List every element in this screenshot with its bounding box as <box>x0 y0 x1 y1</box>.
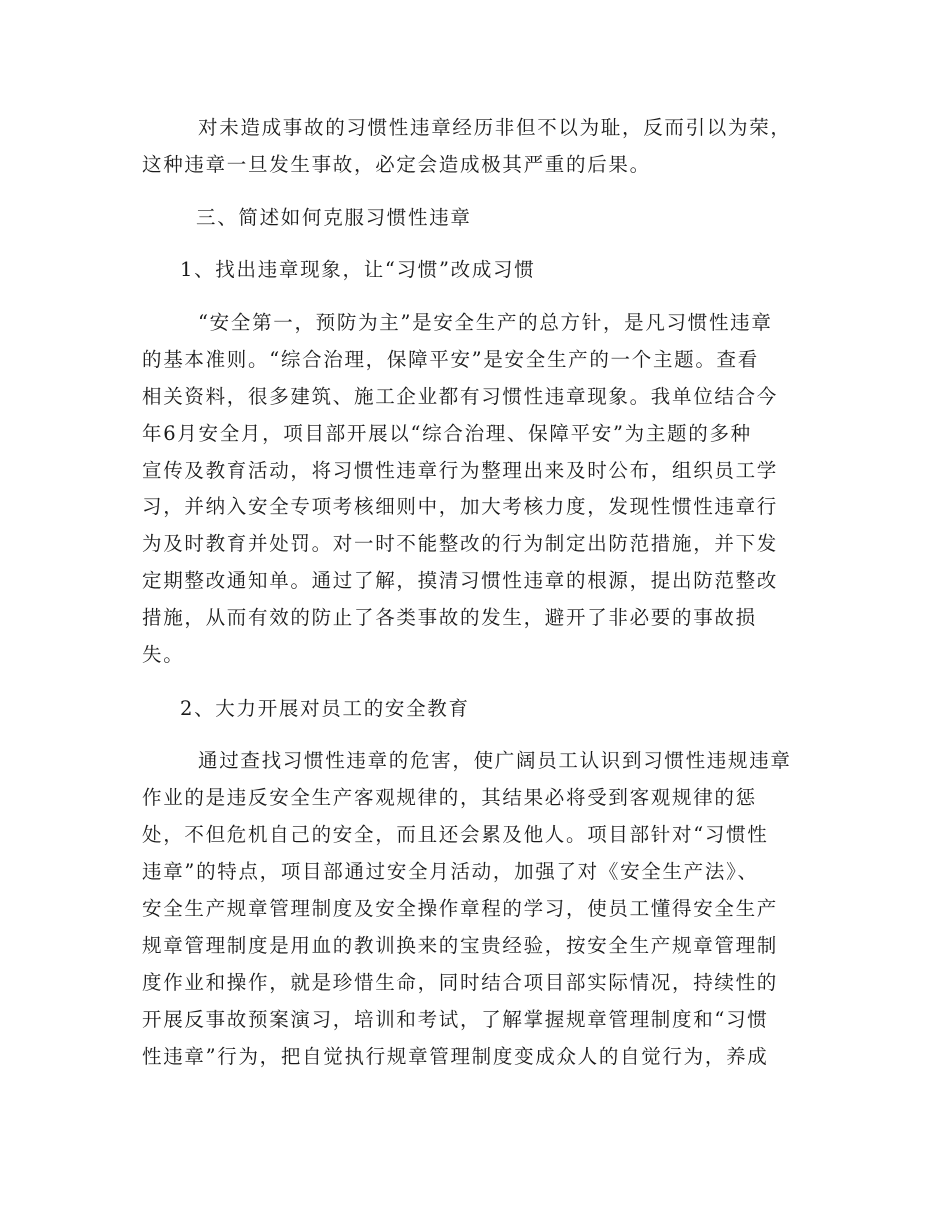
paragraph-line: 性违章”行为，把自觉执行规章管理制度变成众人的自觉行为，养成 <box>142 1045 769 1068</box>
paragraph-line: 开展反事故预案演习，培训和考试，了解掌握规章管理制度和“习惯 <box>142 1008 769 1031</box>
paragraph-line: 定期整改通知单。通过了解，摸清习惯性违章的根源，提出防范整改 <box>142 569 779 592</box>
section-heading: 三、简述如何克服习惯性违章 <box>196 206 472 229</box>
paragraph-line: 对未造成事故的习惯性违章经历非但不以为耻，反而引以为荣， <box>198 116 792 139</box>
subsection-2-title: 2、大力开展对员工的安全教育 <box>180 697 470 720</box>
paragraph-line: 失。 <box>142 643 185 666</box>
paragraph-line: 作业的是违反安全生产客观规律的，其结果必将受到客观规律的惩 <box>142 786 757 809</box>
paragraph-line: 措施，从而有效的防止了各类事故的发生，避开了非必要的事故损 <box>142 606 757 629</box>
paragraph-line: 处，不但危机自己的安全，而且还会累及他人。项目部针对“习惯性 <box>142 823 769 846</box>
paragraph-line: 规章管理制度是用血的教训换来的宝贵经验，按安全生产规章管理制 <box>142 934 779 957</box>
paragraph-line: 安全生产规章管理制度及安全操作章程的学习，使员工懂得安全生产 <box>142 897 779 920</box>
paragraph-line: “安全第一，预防为主”是安全生产的总方针，是凡习惯性违章 <box>198 311 773 334</box>
paragraph-line: 年6月安全月，项目部开展以“综合治理、保障平安”为主题的多种 <box>142 422 752 445</box>
paragraph-line: 宣传及教育活动，将习惯性违章行为整理出来及时公布，组织员工学 <box>142 459 779 482</box>
paragraph-line: 这种违章一旦发生事故，必定会造成极其严重的后果。 <box>142 153 651 176</box>
paragraph-line: 为及时教育并处罚。对一时不能整改的行为制定出防范措施，并下发 <box>142 532 779 555</box>
paragraph-line: 违章”的特点，项目部通过安全月活动，加强了对《安全生产法》、 <box>142 860 759 883</box>
subsection-1-title: 1、找出违章现象，让“习惯”改成习惯 <box>180 258 536 281</box>
paragraph-line: 度作业和操作，就是珍惜生命，同时结合项目部实际情况，持续性的 <box>142 971 779 994</box>
paragraph-line: 的基本准则。“综合治理，保障平安”是安全生产的一个主题。查看 <box>142 348 759 371</box>
paragraph-line: 相关资料，很多建筑、施工企业都有习惯性违章现象。我单位结合今 <box>142 385 779 408</box>
paragraph-line: 习，并纳入安全专项考核细则中，加大考核力度，发现性惯性违章行 <box>142 495 779 518</box>
paragraph-line: 通过查找习惯性违章的危害，使广阔员工认识到习惯性违规违章 <box>198 749 792 772</box>
